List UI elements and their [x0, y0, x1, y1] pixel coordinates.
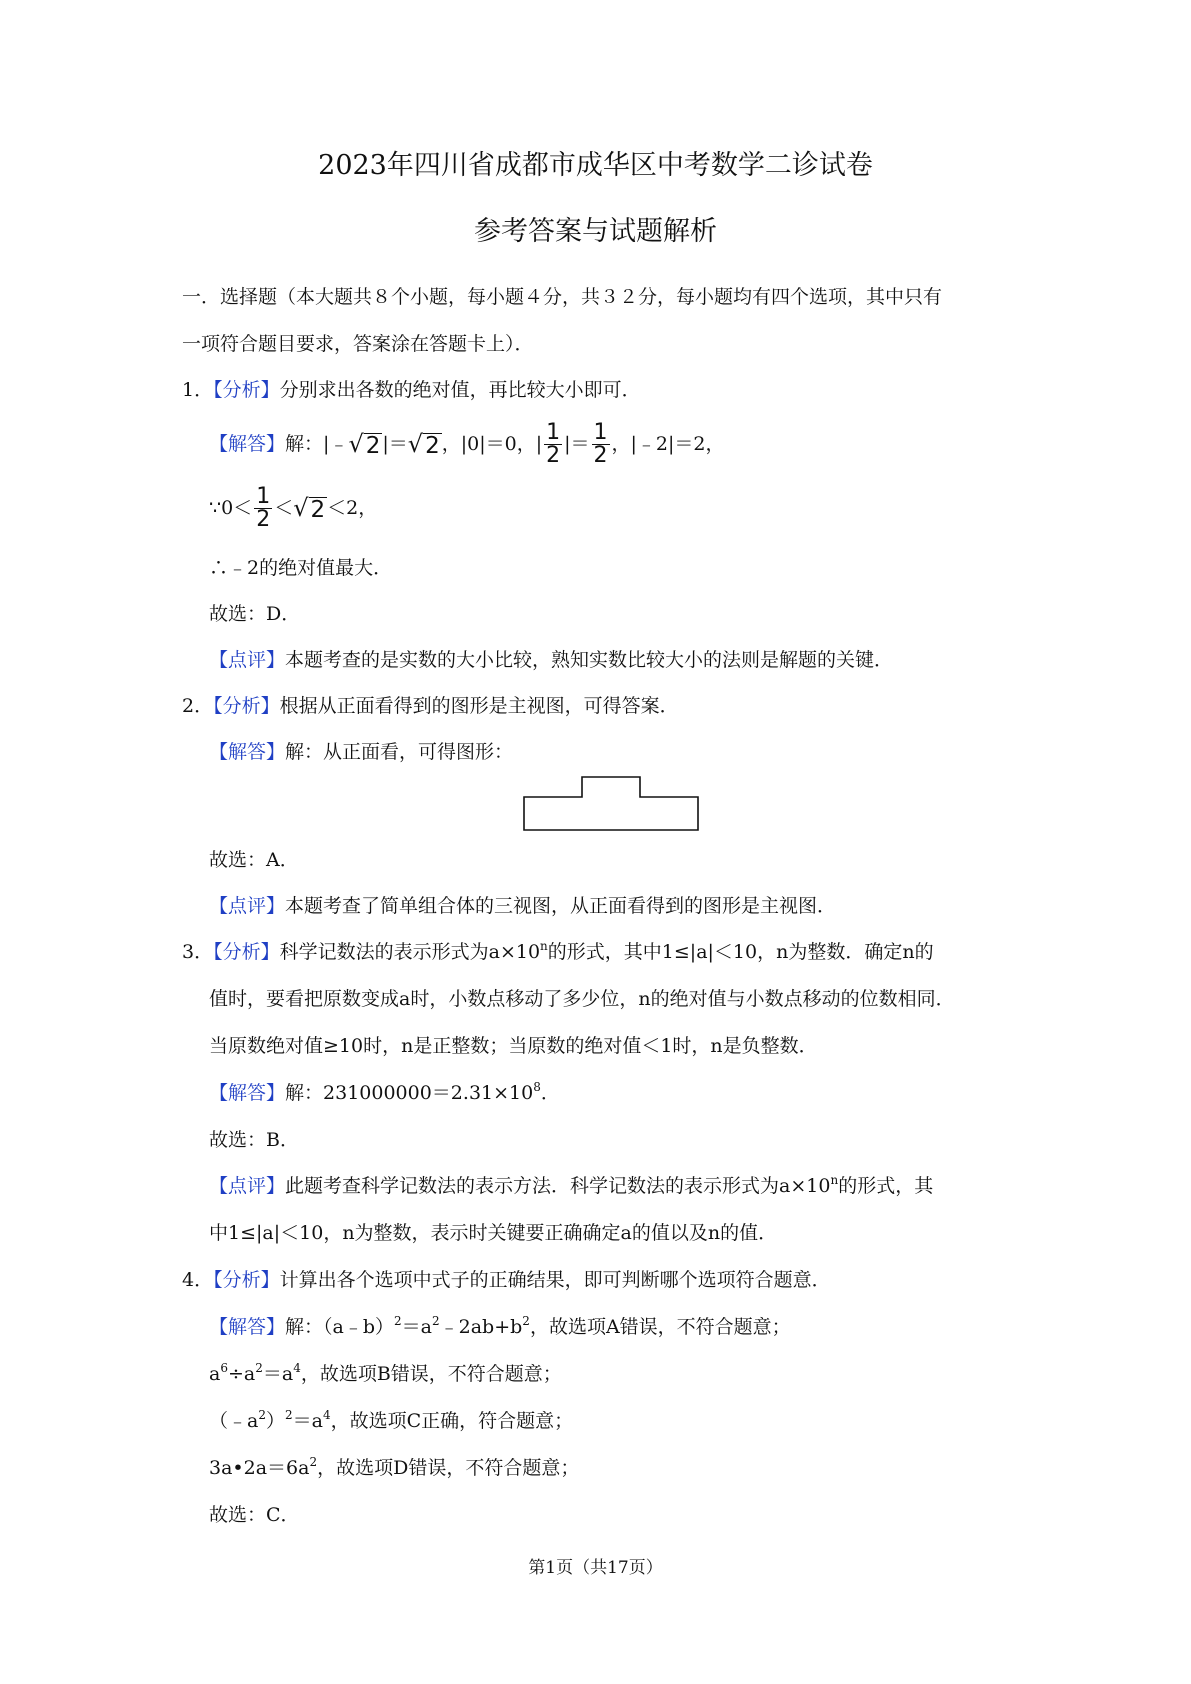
- q1-analysis-text: 分别求出各数的绝对值，再比较大小即可．: [279, 379, 641, 401]
- q2-answer: 故选：A．: [209, 849, 299, 871]
- comment-tag: 【点评】: [209, 895, 286, 917]
- fraction: $\frac{1}{2}$: [256, 483, 271, 532]
- sqrt-expression: √ 2: [407, 429, 440, 459]
- q2-comment: [209, 892, 836, 920]
- q4-solution-line2: $a^6\div a^2=a^4$，故选项B错误，不符合题意；: [209, 1361, 562, 1385]
- q2-solution: [209, 738, 513, 766]
- q1-inequality: [209, 480, 377, 536]
- q3-solution: [209, 1079, 560, 1107]
- analysis-tag: 【分析】: [213, 1269, 280, 1291]
- q1-answer: 故选：D．: [209, 603, 301, 625]
- q1-number: 1．: [182, 379, 214, 401]
- q3-solution-b: ．: [540, 1082, 560, 1104]
- q2-solution-text: 解：从正面看，可得图形：: [285, 741, 514, 763]
- q2-number: 2．: [182, 695, 214, 717]
- page-title: 2023年四川省成都市成华区中考数学二诊试卷: [318, 150, 873, 181]
- solution-tag: 【解答】: [209, 1316, 286, 1338]
- analysis-tag: 【分析】: [213, 695, 280, 717]
- q1-analysis: [182, 376, 641, 404]
- front-view-figure: [522, 775, 702, 833]
- q2-comment-text: 本题考查了简单组合体的三视图，从正面看得到的图形是主视图．: [285, 895, 837, 917]
- q3-comment: [209, 1172, 933, 1200]
- q3-solution-a: 解：231000000＝2.31×10: [285, 1082, 534, 1104]
- comment-tag: 【点评】: [209, 649, 286, 671]
- q4-solution-line1: 【解答】解：$(a﹣b)^2=a^2﹣2ab+b^2$，故选项A错误，不符合题意；: [209, 1314, 791, 1338]
- analysis-tag: 【分析】: [213, 941, 280, 963]
- comment-tag: 【点评】: [209, 1175, 286, 1197]
- q1-sol-d: |＝: [564, 433, 590, 455]
- q2-analysis-text: 根据从正面看得到的图形是主视图，可得答案．: [279, 695, 679, 717]
- solution-tag: 【解答】: [209, 433, 286, 455]
- section-heading-line2: 一项符合题目要求，答案涂在答题卡上）．: [182, 333, 534, 355]
- q1-sol-e: ，|﹣2|＝2，: [611, 433, 725, 455]
- fraction: $\frac{1}{2}$: [546, 419, 561, 468]
- section-heading-line1: 一．选择题（本大题共８个小题，每小题４分，共３２分，每小题均有四个选项，其中只有: [182, 286, 943, 308]
- solution-tag: 【解答】: [209, 741, 286, 763]
- q2-analysis: [182, 692, 679, 720]
- q4-solution-line4: $3a•2a=6a^2$，故选项D错误，不符合题意；: [209, 1455, 580, 1479]
- solution-tag: 【解答】: [209, 1082, 286, 1104]
- front-view-outline: [524, 777, 698, 830]
- q1-conclusion: ∴﹣2的绝对值最大．: [209, 557, 393, 579]
- q3-answer: 故选：B．: [209, 1129, 299, 1151]
- q1-sol-a: |﹣: [323, 433, 349, 455]
- q4-analysis: [182, 1266, 831, 1294]
- q1-ineq-b: ＜: [274, 497, 294, 519]
- q3-comment-exponent: n: [830, 1173, 839, 1187]
- q3-solution-exponent: 8: [533, 1080, 541, 1094]
- page-footer: 第1页（共17页）: [528, 1558, 663, 1578]
- q1-comment-text: 本题考查的是实数的大小比较，熟知实数比较大小的法则是解题的关键．: [285, 649, 894, 671]
- sqrt-expression: √ 2: [348, 429, 381, 459]
- q3-analysis-b: 的形式，其中1≤|a|＜10，n为整数．确定n的: [547, 941, 934, 963]
- q3-comment-line2: 中1≤|a|＜10，n为整数，表示时关键要正确确定a的值以及n的值．: [209, 1222, 778, 1244]
- q1-solution: [209, 416, 725, 472]
- q1-sol-b: |＝: [382, 433, 408, 455]
- q3-analysis-a: 科学记数法的表示形式为a×10: [279, 941, 541, 963]
- q3-number: 3．: [182, 941, 214, 963]
- q3-analysis-line3: 当原数绝对值≥10时，n是正整数；当原数的绝对值＜1时，n是负整数．: [209, 1035, 818, 1057]
- q1-sol-c: ，|0|＝0，|: [441, 433, 543, 455]
- q1-ineq-a: ∵0＜: [209, 497, 253, 519]
- q1-sol-prefix: 解：: [285, 433, 324, 455]
- fraction: $\frac{1}{2}$: [593, 419, 608, 468]
- q4-solution-line3: $(﹣a^2)^2=a^4$，故选项C正确，符合题意；: [209, 1408, 574, 1432]
- q3-analysis-exponent: n: [540, 939, 548, 953]
- q4-number: 4．: [182, 1269, 214, 1291]
- q1-ineq-c: ＜2，: [327, 497, 378, 519]
- analysis-tag: 【分析】: [213, 379, 280, 401]
- q4-answer: 故选：C．: [209, 1504, 300, 1526]
- q1-comment: [209, 646, 893, 674]
- q3-analysis: [182, 938, 934, 966]
- q3-comment-b: 的形式，其: [838, 1175, 934, 1197]
- sqrt-expression: √ 2: [293, 493, 326, 523]
- page-subtitle: 参考答案与试题解析: [474, 216, 717, 247]
- q4-analysis-text: 计算出各个选项中式子的正确结果，即可判断哪个选项符合题意．: [279, 1269, 831, 1291]
- q3-comment-a: 此题考查科学记数法的表示方法．科学记数法的表示形式为a×10: [285, 1175, 831, 1197]
- q3-analysis-line2: 值时，要看把原数变成a时，小数点移动了多少位，n的绝对值与小数点移动的位数相同．: [209, 988, 955, 1010]
